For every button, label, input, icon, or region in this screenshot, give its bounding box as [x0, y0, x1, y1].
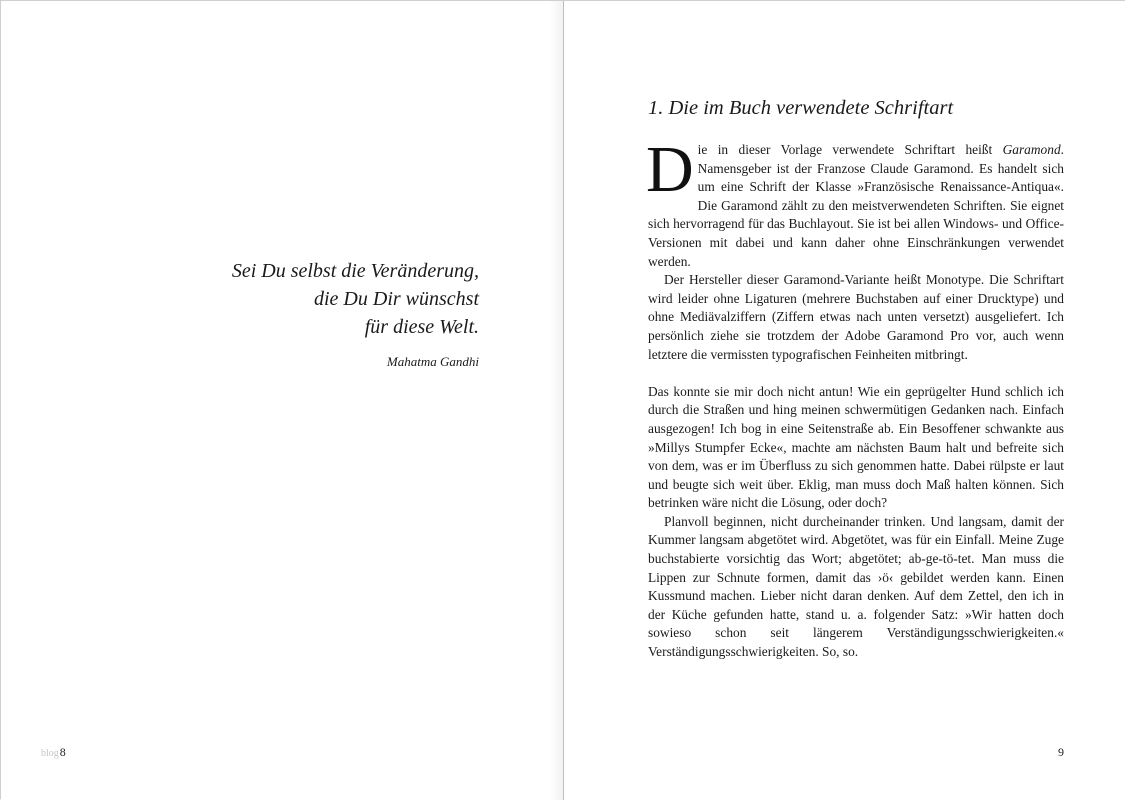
paragraph-4: Planvoll beginnen, nicht durcheinander trinken. Und langsam, damit der Kummer langsam abgetötet wird. Abgetötet, was für ein Einfall. Meine Zuge buchstabierte vorsichtig das Wort; abgetötet; ab-ge-tö-tet. Man muss die Lippen zur Schnute formen, damit das ›ö‹ gebildet werden kann. Einen Kussmund machen. Lieber nicht daran denken. Auf dem Zettel, den ich in der Küche gefunden hatte, stand u. a. folgender Satz: »Wir hatten doch sowieso schon seit längerem Verständigungsschwierigkeiten.« Verständigungsschwierigkeiten. So, so. [648, 513, 1064, 660]
epigraph-quote [119, 257, 479, 341]
paragraph-1 [646, 133, 1064, 271]
paragraph-1-start: ie in dieser Vorlage verwendete Schriftart heißt [697, 142, 1003, 157]
left-page [1, 1, 563, 800]
paragraph-1-rest: . Namensgeber ist der Franzose Claude Garamond. Es handelt sich um eine Schrift der Klasse »Französische Renaissance-Antiqua«. Die Garamond zählt zu den meistverwendeten Schriften. Sie eignet sich hervorragend für das Buchlayout. Sie ist bei allen Windows- und Office-Versionen mit dabei und kann daher ohne Einschränkungen verwendet werden. [648, 142, 1064, 269]
paragraph-2: Der Hersteller dieser Garamond-Variante heißt Monotype. Die Schriftart wird leider ohne Ligaturen (mehrere Buchstaben auf einer Drucktype) und ohne Mediävalziffern (Ziffern etwas nach unten versetzt) ausgeliefert. Ich persönlich ziehe sie trotzdem der Adobe Garamond Pro vor, auch wenn letztere die vermissten typografischen Feinheiten mitbringt. [648, 272, 1064, 362]
quote-author: Mahatma Gandhi [386, 354, 479, 369]
quote-line-1: Sei Du selbst die Veränderung, [231, 260, 479, 282]
left-page-footer [41, 745, 66, 760]
quote-line-2: die Du Dir wünschst [314, 288, 479, 310]
right-page [564, 1, 1125, 800]
quote-line-3: für diese Welt. [364, 316, 479, 338]
left-page-number: 8 [59, 745, 66, 759]
paragraph-1-emphasis: Garamond [1002, 142, 1061, 157]
chapter-title: 1. Die im Buch verwendete Schriftart [648, 97, 954, 119]
drop-cap: D [646, 133, 694, 206]
right-page-number: 9 [1058, 745, 1064, 759]
gutter-shadow-left [549, 1, 563, 800]
paragraph-3: Das konnte sie mir doch nicht antun! Wie ein geprügelter Hund schlich ich durch die Straßen und hing meinen schwermütigen Gedanken nach. Einfach ausgezogen! Ich bog in eine Seitenstraße ab. Ein Besoffener schwankte aus »Millys Stumpfer Ecke«, machte am nächsten Baum halt und befreite sich von dem, was er im Überfluss zu sich genommen hatte. Dabei rülpste er laut und beugte sich weit über. Eklig, man muss doch Maß halten können. Sich betrinken wäre nicht die Lösung, oder doch? [648, 383, 1064, 511]
body-text [646, 133, 1064, 662]
watermark-text: blog [41, 748, 59, 759]
